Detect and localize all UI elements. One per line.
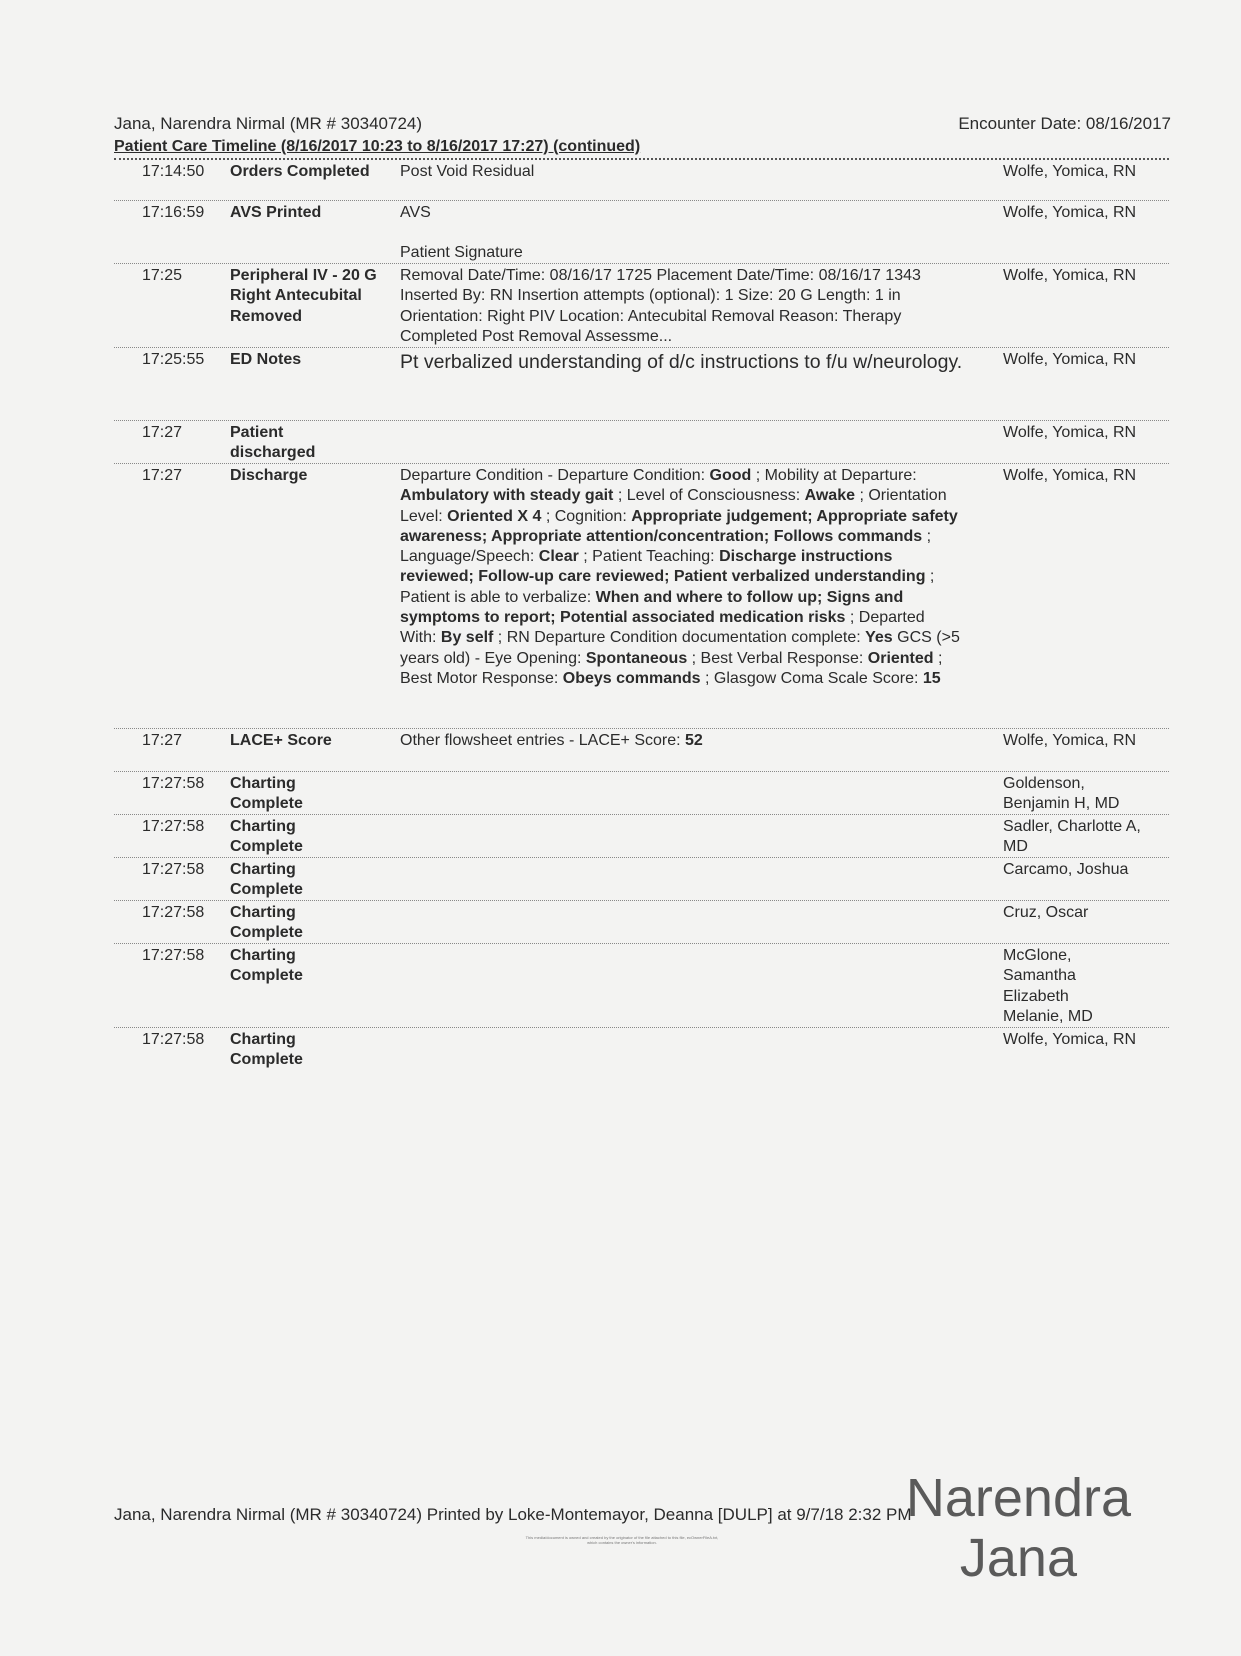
- row-detail: [400, 350, 985, 420]
- encounter-date: Encounter Date: 08/16/2017: [958, 114, 1171, 133]
- detail-text: ; Cognition:: [541, 507, 632, 525]
- row-time: 17:27: [142, 424, 183, 441]
- detail-line: AVS: [400, 204, 431, 221]
- stamp-line: Narendra: [905, 1468, 1131, 1528]
- timeline-row: [114, 160, 1169, 201]
- timeline-row: [114, 348, 1169, 421]
- timeline-row: [114, 944, 1169, 1028]
- detail-text: ; Departed With:: [400, 609, 925, 647]
- detail-text: Other flowsheet entries - LACE+ Score:: [400, 732, 686, 749]
- detail-value: By self: [440, 629, 494, 647]
- detail-text: ; Best Verbal Response:: [687, 649, 868, 667]
- row-detail: [400, 946, 985, 1027]
- row-time: 17:27:58: [142, 775, 205, 792]
- row-time: 17:27:58: [142, 818, 205, 835]
- patient-name-mr: Jana, Narendra Nirmal (MR # 30340724): [114, 114, 423, 133]
- detail-value: Clear: [538, 548, 579, 566]
- timeline-row: [114, 1028, 1169, 1074]
- timeline-row: [114, 729, 1169, 772]
- discharge-detail: [400, 466, 985, 728]
- row-user: Carcamo, Joshua: [1003, 861, 1129, 878]
- row-event: Charting Complete: [230, 904, 303, 942]
- row-time: 17:25:55: [142, 351, 205, 368]
- section-title: Patient Care Timeline (8/16/2017 10:23 to 8/16/2017 17:27) (continued): [114, 138, 641, 155]
- row-event: Orders Completed: [230, 163, 370, 180]
- detail-text: ; Patient Teaching:: [578, 548, 720, 566]
- row-detail: Post Void Residual: [400, 163, 535, 180]
- detail-value: When and where to follow up; Signs and symptoms to report; Potential associated medication risks: [400, 588, 904, 627]
- row-event: Charting Complete: [230, 1031, 303, 1069]
- detail-text: ; Best Motor Response:: [400, 649, 943, 687]
- row-event: Patient discharged: [230, 424, 316, 462]
- row-user: Goldenson, Benjamin H, MD: [1003, 775, 1120, 813]
- patient-care-timeline: [114, 160, 1169, 1074]
- row-event: ED Notes: [230, 351, 302, 368]
- row-user: Wolfe, Yomica, RN: [1003, 1031, 1137, 1048]
- timeline-row: [114, 464, 1169, 729]
- row-detail: [400, 731, 985, 771]
- detail-text: ; Language/Speech:: [400, 527, 932, 566]
- detail-value: Spontaneous: [585, 649, 688, 667]
- detail-text: ; Orientation Level:: [400, 487, 947, 525]
- row-time: 17:25: [142, 267, 183, 284]
- row-time: 17:27:58: [142, 947, 205, 964]
- row-event: Discharge: [230, 467, 308, 484]
- detail-value: Yes: [865, 629, 893, 647]
- detail-text: Departure Condition - Departure Condition:: [400, 467, 710, 484]
- row-event: Peripheral IV - 20 G Right Antecubital Removed: [230, 267, 377, 325]
- detail-text: ; Level of Consciousness:: [613, 487, 805, 505]
- row-event: Charting Complete: [230, 775, 303, 813]
- row-detail: [400, 1030, 985, 1074]
- timeline-row: [114, 772, 1169, 815]
- row-user: Wolfe, Yomica, RN: [1003, 424, 1137, 441]
- lace-score: 52: [685, 732, 703, 749]
- timeline-row: [114, 421, 1169, 464]
- row-user: Sadler, Charlotte A, MD: [1003, 818, 1141, 856]
- row-event: Charting Complete: [230, 861, 303, 899]
- ownership-fine-print: This media/document is owned and created by the originator of the file attached to this file, ecOwnerFileA.txt, which contains the owner's information.: [525, 1535, 719, 1545]
- timeline-row: [114, 815, 1169, 858]
- row-detail: [400, 817, 985, 857]
- gcs-score: 15: [922, 669, 941, 687]
- row-time: 17:27:58: [142, 861, 205, 878]
- timeline-row: [114, 901, 1169, 944]
- row-user: McGlone, Samantha Elizabeth Melanie, MD: [1003, 947, 1093, 1025]
- detail-text: ; RN Departure Condition documentation complete:: [493, 629, 866, 647]
- timeline-row: [114, 858, 1169, 901]
- row-user: Wolfe, Yomica, RN: [1003, 163, 1137, 180]
- row-event: Charting Complete: [230, 947, 303, 985]
- print-footer: Jana, Narendra Nirmal (MR # 30340724) Printed by Loke-Montemayor, Deanna [DULP] at 9/7/18 2:32 PM: [114, 1505, 912, 1524]
- row-user: Wolfe, Yomica, RN: [1003, 467, 1137, 484]
- detail-value: Appropriate judgement; Appropriate safety awareness; Appropriate attention/concentration; Follows commands: [400, 507, 958, 545]
- detail-text: ; Patient is able to verbalize:: [400, 568, 935, 606]
- row-event: AVS Printed: [230, 204, 322, 221]
- row-detail: [400, 903, 985, 943]
- row-user: Wolfe, Yomica, RN: [1003, 351, 1137, 368]
- timeline-row: [114, 201, 1169, 264]
- row-time: 17:27:58: [142, 1031, 205, 1048]
- detail-value: Ambulatory with steady gait: [400, 487, 614, 505]
- row-user: Wolfe, Yomica, RN: [1003, 204, 1137, 221]
- stamp-line: Jana: [959, 1528, 1077, 1588]
- detail-value: Discharge instructions reviewed; Follow-up care reviewed; Patient verbalized understanding: [400, 548, 926, 586]
- detail-value: Obeys commands: [562, 669, 701, 687]
- row-time: 17:14:50: [142, 163, 205, 180]
- detail-text: ; Mobility at Departure:: [751, 467, 917, 484]
- detail-value: Good: [709, 467, 752, 484]
- detail-value: Awake: [804, 487, 855, 505]
- row-user: Wolfe, Yomica, RN: [1003, 732, 1137, 749]
- row-event: Charting Complete: [230, 818, 303, 856]
- detail-line: Patient Signature: [400, 244, 523, 262]
- row-time: 17:16:59: [142, 204, 205, 221]
- row-detail: Removal Date/Time: 08/16/17 1725 Placement Date/Time: 08/16/17 1343 Inserted By: RN Insertion attempts (optional): 1 Size: 20 G Length: 1 in Orientation: Right PIV Location: Antecubital Removal Reason: Therapy Completed Post Removal Assessme...: [400, 267, 921, 345]
- row-time: 17:27:58: [142, 904, 205, 921]
- patient-name-stamp: [906, 1468, 1131, 1588]
- row-user: Wolfe, Yomica, RN: [1003, 267, 1137, 284]
- row-detail: [400, 423, 985, 463]
- row-event: LACE+ Score: [230, 732, 332, 749]
- row-time: 17:27: [142, 732, 183, 749]
- detail-text: ; Glasgow Coma Scale Score:: [700, 669, 923, 687]
- ed-note-text: Pt verbalized understanding of d/c instructions to f/u w/neurology.: [400, 351, 963, 373]
- detail-value: Oriented X 4: [447, 507, 542, 525]
- detail-value: Oriented: [867, 649, 934, 667]
- row-detail: [400, 203, 985, 263]
- detail-text: GCS (>5 years old) - Eye Opening:: [400, 629, 960, 667]
- row-detail: [400, 860, 985, 900]
- row-detail: [400, 774, 985, 814]
- row-time: 17:27: [142, 467, 183, 484]
- row-user: Cruz, Oscar: [1003, 904, 1089, 921]
- timeline-row: [114, 264, 1169, 348]
